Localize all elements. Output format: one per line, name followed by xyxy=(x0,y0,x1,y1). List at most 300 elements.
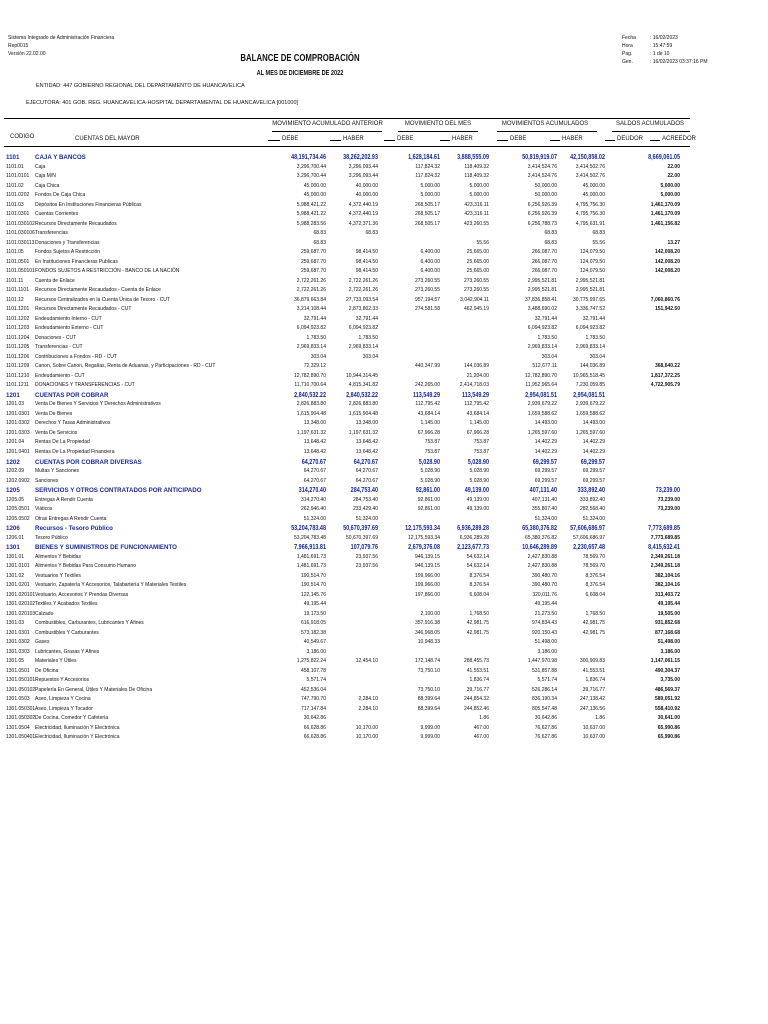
amount-prev-debe: 53,204,783.48 xyxy=(291,525,326,533)
amount-accum-haber: 1,768.50 xyxy=(585,610,605,617)
amount-accum-haber: 30,775,997.65 xyxy=(573,296,605,303)
amount-month-debe: 117,824.32 xyxy=(415,173,440,180)
amount-accum-debe: 3,414,524.76 xyxy=(527,163,557,170)
amount-accum-haber: 124,079.50 xyxy=(579,249,605,256)
account-name: Lubricantes, Grasas Y Afines xyxy=(35,648,100,655)
amount-accum-haber: 2,995,521.81 xyxy=(575,287,605,294)
table-row xyxy=(0,239,768,249)
amount-accum-debe: 2,427,830.88 xyxy=(527,563,557,570)
executor-line: EJECUTORA: 401 GOB. REG. HUANCAVELICA-HOSPITAL DEPARTAMENTAL DE HUANCAVELICA [001000] xyxy=(26,100,299,106)
amount-accum-debe: 974,834.43 xyxy=(531,620,557,627)
amount-accum-debe: 21,273.50 xyxy=(534,610,557,617)
amount-prev-haber: 284,753.40 xyxy=(352,496,378,503)
amount-prev-debe: 2,840,532.22 xyxy=(294,391,326,399)
account-name: Venta De Servicios xyxy=(35,429,78,436)
account-name: En Instituciones Financieras Publicas xyxy=(35,258,118,265)
account-name: Vestuarios Y Textiles xyxy=(35,572,81,579)
amount-accum-debe: 69,299.57 xyxy=(532,458,557,466)
amount-accum-haber: 10,965,518.45 xyxy=(573,372,605,379)
table-group-row xyxy=(0,524,768,534)
group-rule-1 xyxy=(272,131,382,132)
amount-prev-haber: 2,840,532.22 xyxy=(346,391,378,399)
table-row xyxy=(0,220,768,230)
amount-accum-debe: 50,000.00 xyxy=(534,182,557,189)
amount-accum-debe: 390,480.70 xyxy=(531,582,557,589)
amount-accum-haber: 303.04 xyxy=(589,353,605,360)
amount-accum-debe: 30,642.86 xyxy=(534,715,557,722)
amount-accum-debe: 1,783.50 xyxy=(537,334,557,341)
amount-prev-haber: 2,826,883.80 xyxy=(348,401,378,408)
amount-saldo-deudor: 5,000.00 xyxy=(660,182,680,189)
amount-month-debe: 274,581.58 xyxy=(414,306,440,313)
amount-saldo-deudor: 8,415,632.41 xyxy=(648,544,680,552)
group-month: MOVIMIENTO DEL MES xyxy=(404,121,472,127)
account-name: Recursos Centralizados en la Cuenta Única de Tesoro - CUT xyxy=(35,296,170,303)
amount-month-haber: 423,316.11 xyxy=(464,211,489,218)
amount-month-debe: 73,750.10 xyxy=(417,667,440,674)
amount-month-debe: 5,000.00 xyxy=(420,182,440,189)
amount-month-debe: 88,399.64 xyxy=(417,705,440,712)
table-row xyxy=(0,448,768,458)
amount-accum-haber: 1,659,588.62 xyxy=(575,410,605,417)
amount-month-debe: 92,861.00 xyxy=(417,496,440,503)
amount-prev-haber: 303.04 xyxy=(362,353,378,360)
account-name: Fondos Sujetos A Restricción xyxy=(35,249,101,256)
amount-month-haber: 3,042,904.11 xyxy=(460,296,489,303)
amount-prev-debe: 32,791.44 xyxy=(303,315,326,322)
amount-month-debe: 273,260.55 xyxy=(414,287,440,294)
amount-saldo-deudor: 8,669,061.05 xyxy=(648,154,680,161)
account-name: Transferencias xyxy=(35,230,68,237)
amount-month-haber: 244,852.46 xyxy=(463,705,489,712)
amount-accum-haber: 14,402.29 xyxy=(582,439,605,446)
amount-month-debe: 197,866.00 xyxy=(414,591,440,598)
amount-prev-debe: 5,988,421.22 xyxy=(296,211,326,218)
account-name: CAJA Y BANCOS xyxy=(35,154,86,161)
amount-accum-debe: 6,256,788.73 xyxy=(527,220,557,227)
amount-accum-haber: 3,336,747.52 xyxy=(575,306,605,313)
account-code: 1101.1101 xyxy=(6,287,29,294)
amount-saldo-deudor: 151,942.50 xyxy=(654,306,680,313)
account-code: 1301.01 xyxy=(6,553,25,560)
amount-accum-debe: 6,256,926.39 xyxy=(527,211,557,218)
table-row xyxy=(0,629,768,639)
amount-month-haber: 423,260.55 xyxy=(463,220,489,227)
amount-prev-haber: 68.83 xyxy=(365,230,378,237)
table-row xyxy=(0,362,768,372)
account-code: 1101.030102 xyxy=(6,220,35,227)
amount-prev-debe: 2,722,261.26 xyxy=(296,277,326,284)
col-debe-1: DEBE xyxy=(282,136,299,142)
amount-month-debe: 273,260.55 xyxy=(414,277,440,284)
account-code: 1101 xyxy=(6,154,20,161)
table-row xyxy=(0,277,768,287)
account-code: 1101.0101 xyxy=(6,173,30,180)
amount-accum-debe: 51,324.00 xyxy=(534,515,557,522)
amount-month-haber: 1,836.74 xyxy=(469,677,489,684)
col-deudor: DEUDOR xyxy=(617,136,644,142)
amount-month-haber: 753.87 xyxy=(473,439,489,446)
amount-accum-haber: 10,637.00 xyxy=(582,724,605,731)
table-row xyxy=(0,172,768,182)
account-code: 1202 xyxy=(6,458,20,466)
account-code: 1202.09 xyxy=(6,468,25,475)
amount-prev-debe: 3,214,108.44 xyxy=(296,306,326,313)
account-name: Donaciones y Transferencias xyxy=(35,239,100,246)
table-row xyxy=(0,667,768,677)
amount-saldo-deudor: 73,239.00 xyxy=(657,506,680,513)
amount-prev-debe: 51,324.00 xyxy=(303,515,326,522)
table-row xyxy=(0,438,768,448)
amount-prev-debe: 6,094,923.82 xyxy=(296,325,326,332)
account-name: Fondos De Caja Chica xyxy=(35,192,86,199)
account-name: Combustibles, Carburantes, Lubricantes Y Afines xyxy=(35,620,144,627)
account-name: Caja M/N xyxy=(35,173,56,180)
amount-month-debe: 92,861.00 xyxy=(417,506,440,513)
amount-prev-debe: 1,481,691.73 xyxy=(296,563,326,570)
table-row xyxy=(0,400,768,410)
amount-prev-debe: 573,182.38 xyxy=(300,629,326,636)
amount-month-debe: 12,175,593.34 xyxy=(408,534,440,541)
amount-prev-debe: 1,481,691.73 xyxy=(296,553,326,560)
account-name: Combustibles Y Carburantes xyxy=(35,629,99,636)
table-row xyxy=(0,581,768,591)
table-row xyxy=(0,163,768,173)
account-code: 1205.0502 xyxy=(6,515,30,522)
table-row xyxy=(0,534,768,544)
account-name: FONDOS SUJETOS A RESTRICCIÓN - BANCO DE LA NACIÓN xyxy=(35,268,180,275)
amount-prev-debe: 259,687.70 xyxy=(300,249,326,256)
amount-month-haber: 1,145.00 xyxy=(469,420,489,427)
amount-month-debe: 346,968.05 xyxy=(414,629,440,636)
amount-accum-debe: 390,480.70 xyxy=(531,572,557,579)
amount-month-haber: 42,981.75 xyxy=(466,629,489,636)
amount-prev-haber: 27,733,093.54 xyxy=(346,296,378,303)
account-name: Canon, Sobre Canon, Regalías, Renta de Aduanas, y Participaciones - RD - CUT xyxy=(35,363,216,370)
amount-accum-haber: 124,079.50 xyxy=(579,268,605,275)
account-code: 1205.0501 xyxy=(6,506,30,513)
version: Versión 22.02.00 xyxy=(8,51,46,57)
amount-accum-debe: 14,402.29 xyxy=(534,439,557,446)
amount-accum-haber: 14,493.00 xyxy=(582,420,605,427)
amount-saldo-deudor: 382,104.16 xyxy=(654,572,680,579)
amount-month-debe: 357,916.38 xyxy=(414,620,440,627)
col-cuentas: CUENTAS DEL MAYOR xyxy=(75,136,140,142)
amount-accum-debe: 3,488,690.02 xyxy=(527,306,557,313)
amount-accum-debe: 2,995,521.81 xyxy=(527,277,557,284)
account-code: 1301.020103 xyxy=(6,610,36,617)
table-row xyxy=(0,410,768,420)
table-group-row xyxy=(0,543,768,553)
account-code: 1301.0201 xyxy=(6,582,30,589)
amount-month-debe: 6,400.00 xyxy=(420,249,440,256)
amount-saldo-deudor: 22.00 xyxy=(667,163,680,170)
amount-prev-haber: 64,270.67 xyxy=(355,477,378,484)
amount-prev-haber: 12,454.10 xyxy=(355,658,378,665)
table-row xyxy=(0,477,768,487)
amount-prev-haber: 13,648.42 xyxy=(355,439,378,446)
amount-month-debe: 1,145.00 xyxy=(420,420,440,427)
account-code: 1301.0302 xyxy=(6,639,30,646)
amount-prev-debe: 458,107.78 xyxy=(300,667,326,674)
amount-accum-haber: 8,376.54 xyxy=(585,572,605,579)
account-name: CUENTAS POR COBRAR xyxy=(35,391,109,399)
table-group-row xyxy=(0,486,768,496)
account-code: 1301 xyxy=(6,544,20,552)
system-name: Sistema Integrado de Administración Financiera xyxy=(8,35,115,41)
amount-accum-debe: 10,646,289.89 xyxy=(522,544,557,552)
amount-accum-haber: 300,909.83 xyxy=(579,658,605,665)
amount-accum-haber: 6,608.04 xyxy=(585,591,605,598)
table-row xyxy=(0,210,768,220)
amount-saldo-deudor: 1,461,170.09 xyxy=(650,211,680,218)
account-code: 1301.050302 xyxy=(6,715,36,722)
report-title: BALANCE DE COMPROBACIÓN xyxy=(240,53,360,64)
table-row xyxy=(0,381,768,391)
account-name: Recursos Directamente Recaudados xyxy=(35,220,117,227)
amount-month-debe: 117,824.32 xyxy=(415,163,440,170)
amount-month-haber: 3,888,555.09 xyxy=(457,154,489,161)
account-name: Alimentos Y Bebidas xyxy=(35,553,81,560)
table-row xyxy=(0,324,768,334)
account-name: De Oficina xyxy=(35,667,59,674)
table-row xyxy=(0,572,768,582)
amount-accum-haber: 45,000.00 xyxy=(582,182,605,189)
amount-month-haber: 49,139.00 xyxy=(466,506,489,513)
amount-prev-debe: 30,642.86 xyxy=(303,715,326,722)
account-code: 1202.0902 xyxy=(6,477,30,484)
amount-accum-debe: 76,627.86 xyxy=(534,734,557,741)
table-row xyxy=(0,638,768,648)
amount-month-haber: 49,139.00 xyxy=(464,487,489,495)
amount-month-haber: 6,936,289.28 xyxy=(457,525,489,533)
table-row xyxy=(0,248,768,258)
table-row xyxy=(0,591,768,601)
amount-month-debe: 113,549.29 xyxy=(412,391,440,399)
amount-accum-debe: 51,498.00 xyxy=(534,639,557,646)
amount-prev-debe: 64,270.67 xyxy=(303,477,326,484)
amount-month-debe: 172,148.74 xyxy=(414,658,440,665)
amount-accum-haber: 51,324.00 xyxy=(582,515,605,522)
account-name: Electricidad, Iluminación Y Electrónica xyxy=(35,734,120,741)
amount-prev-haber: 1,197,631.32 xyxy=(348,429,378,436)
amount-prev-haber: 40,000.00 xyxy=(355,192,378,199)
amount-month-haber: 5,028.90 xyxy=(469,468,489,475)
amount-prev-haber: 50,670,397.69 xyxy=(346,534,378,541)
amount-accum-debe: 531,857.88 xyxy=(531,667,557,674)
amount-accum-haber: 4,795,631.91 xyxy=(575,220,605,227)
amount-accum-haber: 333,892.40 xyxy=(579,496,605,503)
amount-accum-debe: 512,677.11 xyxy=(532,363,557,370)
account-code: 1101.1210 xyxy=(6,372,30,379)
meta-date-label: Fecha xyxy=(622,35,636,41)
amount-month-haber: 5,028.90 xyxy=(469,477,489,484)
amount-prev-haber: 107,079.76 xyxy=(350,544,378,552)
amount-accum-debe: 836,190.34 xyxy=(531,696,557,703)
amount-month-debe: 112,795.42 xyxy=(415,401,440,408)
amount-month-debe: 5,000.00 xyxy=(420,192,440,199)
group-rule-4 xyxy=(612,131,690,132)
amount-month-haber: 8,376.54 xyxy=(469,572,489,579)
group-accum: MOVIMIENTOS ACUMULADOS xyxy=(501,121,589,127)
amount-prev-debe: 3,296,700.44 xyxy=(296,173,326,180)
amount-saldo-deudor: 2,349,261.18 xyxy=(650,553,680,560)
account-name: Papelería En General, Útiles Y Materiales De Oficina xyxy=(35,686,153,693)
amount-prev-debe: 66,628.86 xyxy=(303,724,326,731)
amount-month-debe: 9,999.00 xyxy=(420,734,440,741)
balance-table xyxy=(0,153,768,743)
amount-accum-haber: 69,299.57 xyxy=(580,458,605,466)
account-name: Sanciones xyxy=(35,477,59,484)
amount-saldo-deudor: 73,239.00 xyxy=(657,496,680,503)
amount-month-haber: 55.56 xyxy=(476,239,489,246)
amount-saldo-deudor: 7,773,689.85 xyxy=(648,525,680,533)
amount-month-debe: 946,139.15 xyxy=(414,553,440,560)
amount-accum-haber: 2,995,521.81 xyxy=(575,277,605,284)
account-code: 1101.1202 xyxy=(6,315,30,322)
account-name: Vestuario, Accesorios Y Prendas Diversas xyxy=(35,591,129,598)
account-code: 1101.1211 xyxy=(6,382,29,389)
account-name: Alimentos Y Bebidas Para Consumo Humano xyxy=(35,563,136,570)
account-name: Vestuario, Zapatería Y Accesorios, Talabartería Y Materiales Textiles xyxy=(35,582,187,589)
amount-prev-debe: 13,648.42 xyxy=(303,439,326,446)
amount-accum-haber: 333,892.40 xyxy=(577,487,605,495)
amount-month-haber: 273,260.55 xyxy=(463,287,489,294)
amount-prev-haber: 64,270.67 xyxy=(353,458,378,466)
amount-saldo-deudor: 1,461,156.82 xyxy=(650,220,680,227)
amount-prev-debe: 1,275,822.24 xyxy=(296,658,326,665)
amount-month-haber: 5,000.00 xyxy=(469,192,489,199)
amount-accum-haber: 78,569.70 xyxy=(582,553,605,560)
amount-prev-haber: 10,944,314.45 xyxy=(346,372,378,379)
table-row xyxy=(0,676,768,686)
amount-month-haber: 6,936,289.28 xyxy=(459,534,489,541)
account-code: 1101.030113 xyxy=(6,239,35,246)
account-code: 1301.0504 xyxy=(6,724,30,731)
amount-accum-haber: 4,795,756.30 xyxy=(575,201,605,208)
amount-saldo-deudor: 65,990.86 xyxy=(657,734,680,741)
amount-accum-debe: 49,195.44 xyxy=(534,601,557,608)
account-name: Multas Y Sanciones xyxy=(35,468,80,475)
amount-month-haber: 54,632.14 xyxy=(466,553,489,560)
amount-saldo-deudor: 4,722,905.79 xyxy=(650,382,680,389)
account-code: 1101.1201 xyxy=(6,306,30,313)
amount-accum-haber: 6,094,923.82 xyxy=(575,325,605,332)
account-code: 1101.03 xyxy=(6,201,24,208)
account-code: 1301.050102 xyxy=(6,686,36,693)
table-row xyxy=(0,372,768,382)
amount-month-debe: 753.87 xyxy=(424,448,440,455)
amount-prev-debe: 3,186.00 xyxy=(306,648,326,655)
table-row xyxy=(0,553,768,563)
account-code: 1301.03 xyxy=(6,620,25,627)
amount-saldo-deudor: 931,852.68 xyxy=(654,620,680,627)
amount-saldo-deudor: 7,773,689.85 xyxy=(650,534,680,541)
table-row xyxy=(0,686,768,696)
amount-month-haber: 2,414,718.03 xyxy=(459,382,489,389)
dash-debe-1 xyxy=(268,140,280,141)
account-code: 1101.02 xyxy=(6,182,24,189)
amount-accum-haber: 42,150,858.02 xyxy=(570,154,605,161)
amount-accum-haber: 282,568.40 xyxy=(579,506,605,513)
amount-month-debe: 242,265.00 xyxy=(414,382,440,389)
amount-saldo-deudor: 51,498.00 xyxy=(657,639,680,646)
amount-saldo-deudor: 1,147,061.15 xyxy=(650,658,680,665)
amount-accum-haber: 4,795,756.30 xyxy=(575,211,605,218)
table-row xyxy=(0,334,768,344)
amount-month-debe: 440,347.99 xyxy=(414,363,440,370)
amount-accum-haber: 2,939,679.22 xyxy=(575,401,605,408)
col-haber-2: HABER xyxy=(452,136,473,142)
dash-debe-2 xyxy=(384,140,395,141)
amount-accum-debe: 266,087.70 xyxy=(531,268,557,275)
amount-saldo-deudor: 49,195.44 xyxy=(657,601,680,608)
amount-saldo-deudor: 486,569.37 xyxy=(654,686,680,693)
amount-month-haber: 5,028.90 xyxy=(467,458,489,466)
amount-month-haber: 21,204.00 xyxy=(466,372,489,379)
account-code: 1101.0202 xyxy=(6,192,30,199)
account-code: 1201 xyxy=(6,391,20,399)
amount-prev-debe: 259,687.70 xyxy=(300,258,326,265)
account-code: 1201.0303 xyxy=(6,429,30,436)
account-name: Calzado xyxy=(35,610,54,617)
amount-accum-debe: 805,547.48 xyxy=(531,705,557,712)
table-row xyxy=(0,267,768,277)
amount-prev-haber: 98,414.50 xyxy=(355,268,378,275)
amount-saldo-deudor: 313,403.72 xyxy=(654,591,680,598)
amount-prev-debe: 40,549.67 xyxy=(303,639,326,646)
amount-prev-haber: 2,969,833.14 xyxy=(348,344,378,351)
amount-prev-debe: 314,270.40 xyxy=(298,487,326,495)
amount-prev-debe: 452,536.04 xyxy=(300,686,326,693)
account-name: Cuentas Corrientes xyxy=(35,211,79,218)
amount-prev-debe: 122,145.76 xyxy=(300,591,326,598)
amount-month-debe: 88,399.64 xyxy=(417,696,440,703)
account-code: 1206.01 xyxy=(6,534,25,541)
table-row xyxy=(0,705,768,715)
amount-month-haber: 43,684.14 xyxy=(466,410,489,417)
amount-prev-haber: 38,262,202.93 xyxy=(343,154,378,161)
dash-haber-3 xyxy=(550,140,560,141)
amount-month-haber: 112,795.42 xyxy=(464,401,489,408)
amount-accum-debe: 6,256,926.39 xyxy=(527,201,557,208)
amount-saldo-deudor: 589,051.92 xyxy=(654,696,680,703)
account-name: Entregas A Rendir Cuenta xyxy=(35,496,93,503)
amount-month-debe: 12,175,593.34 xyxy=(405,525,440,533)
amount-accum-debe: 355,807.40 xyxy=(531,506,557,513)
account-code: 1301.0503 xyxy=(6,696,30,703)
account-code: 1301.050401 xyxy=(6,734,36,741)
account-name: CUENTAS POR COBRAR DIVERSAS xyxy=(35,458,142,466)
table-row xyxy=(0,258,768,268)
account-name: Endeudamiento Externo - CUT xyxy=(35,325,104,332)
amount-prev-debe: 12,782,890.70 xyxy=(294,372,326,379)
amount-prev-haber: 2,722,261.26 xyxy=(348,287,378,294)
amount-saldo-deudor: 3,735.00 xyxy=(660,677,680,684)
amount-prev-haber: 98,414.50 xyxy=(355,258,378,265)
group-balance: SALDOS ACUMULADOS xyxy=(615,121,685,127)
amount-month-debe: 199,966.00 xyxy=(414,582,440,589)
amount-accum-debe: 2,427,830.88 xyxy=(527,553,557,560)
amount-month-haber: 39,716.77 xyxy=(466,686,489,693)
amount-accum-debe: 407,131.40 xyxy=(529,487,557,495)
dash-debe-3 xyxy=(497,140,508,141)
table-row xyxy=(0,610,768,620)
amount-prev-debe: 36,879,663.84 xyxy=(294,296,326,303)
amount-prev-debe: 64,270.67 xyxy=(301,458,326,466)
account-code: 1101.050101 xyxy=(6,268,35,275)
amount-month-haber: 467.00 xyxy=(473,724,489,731)
